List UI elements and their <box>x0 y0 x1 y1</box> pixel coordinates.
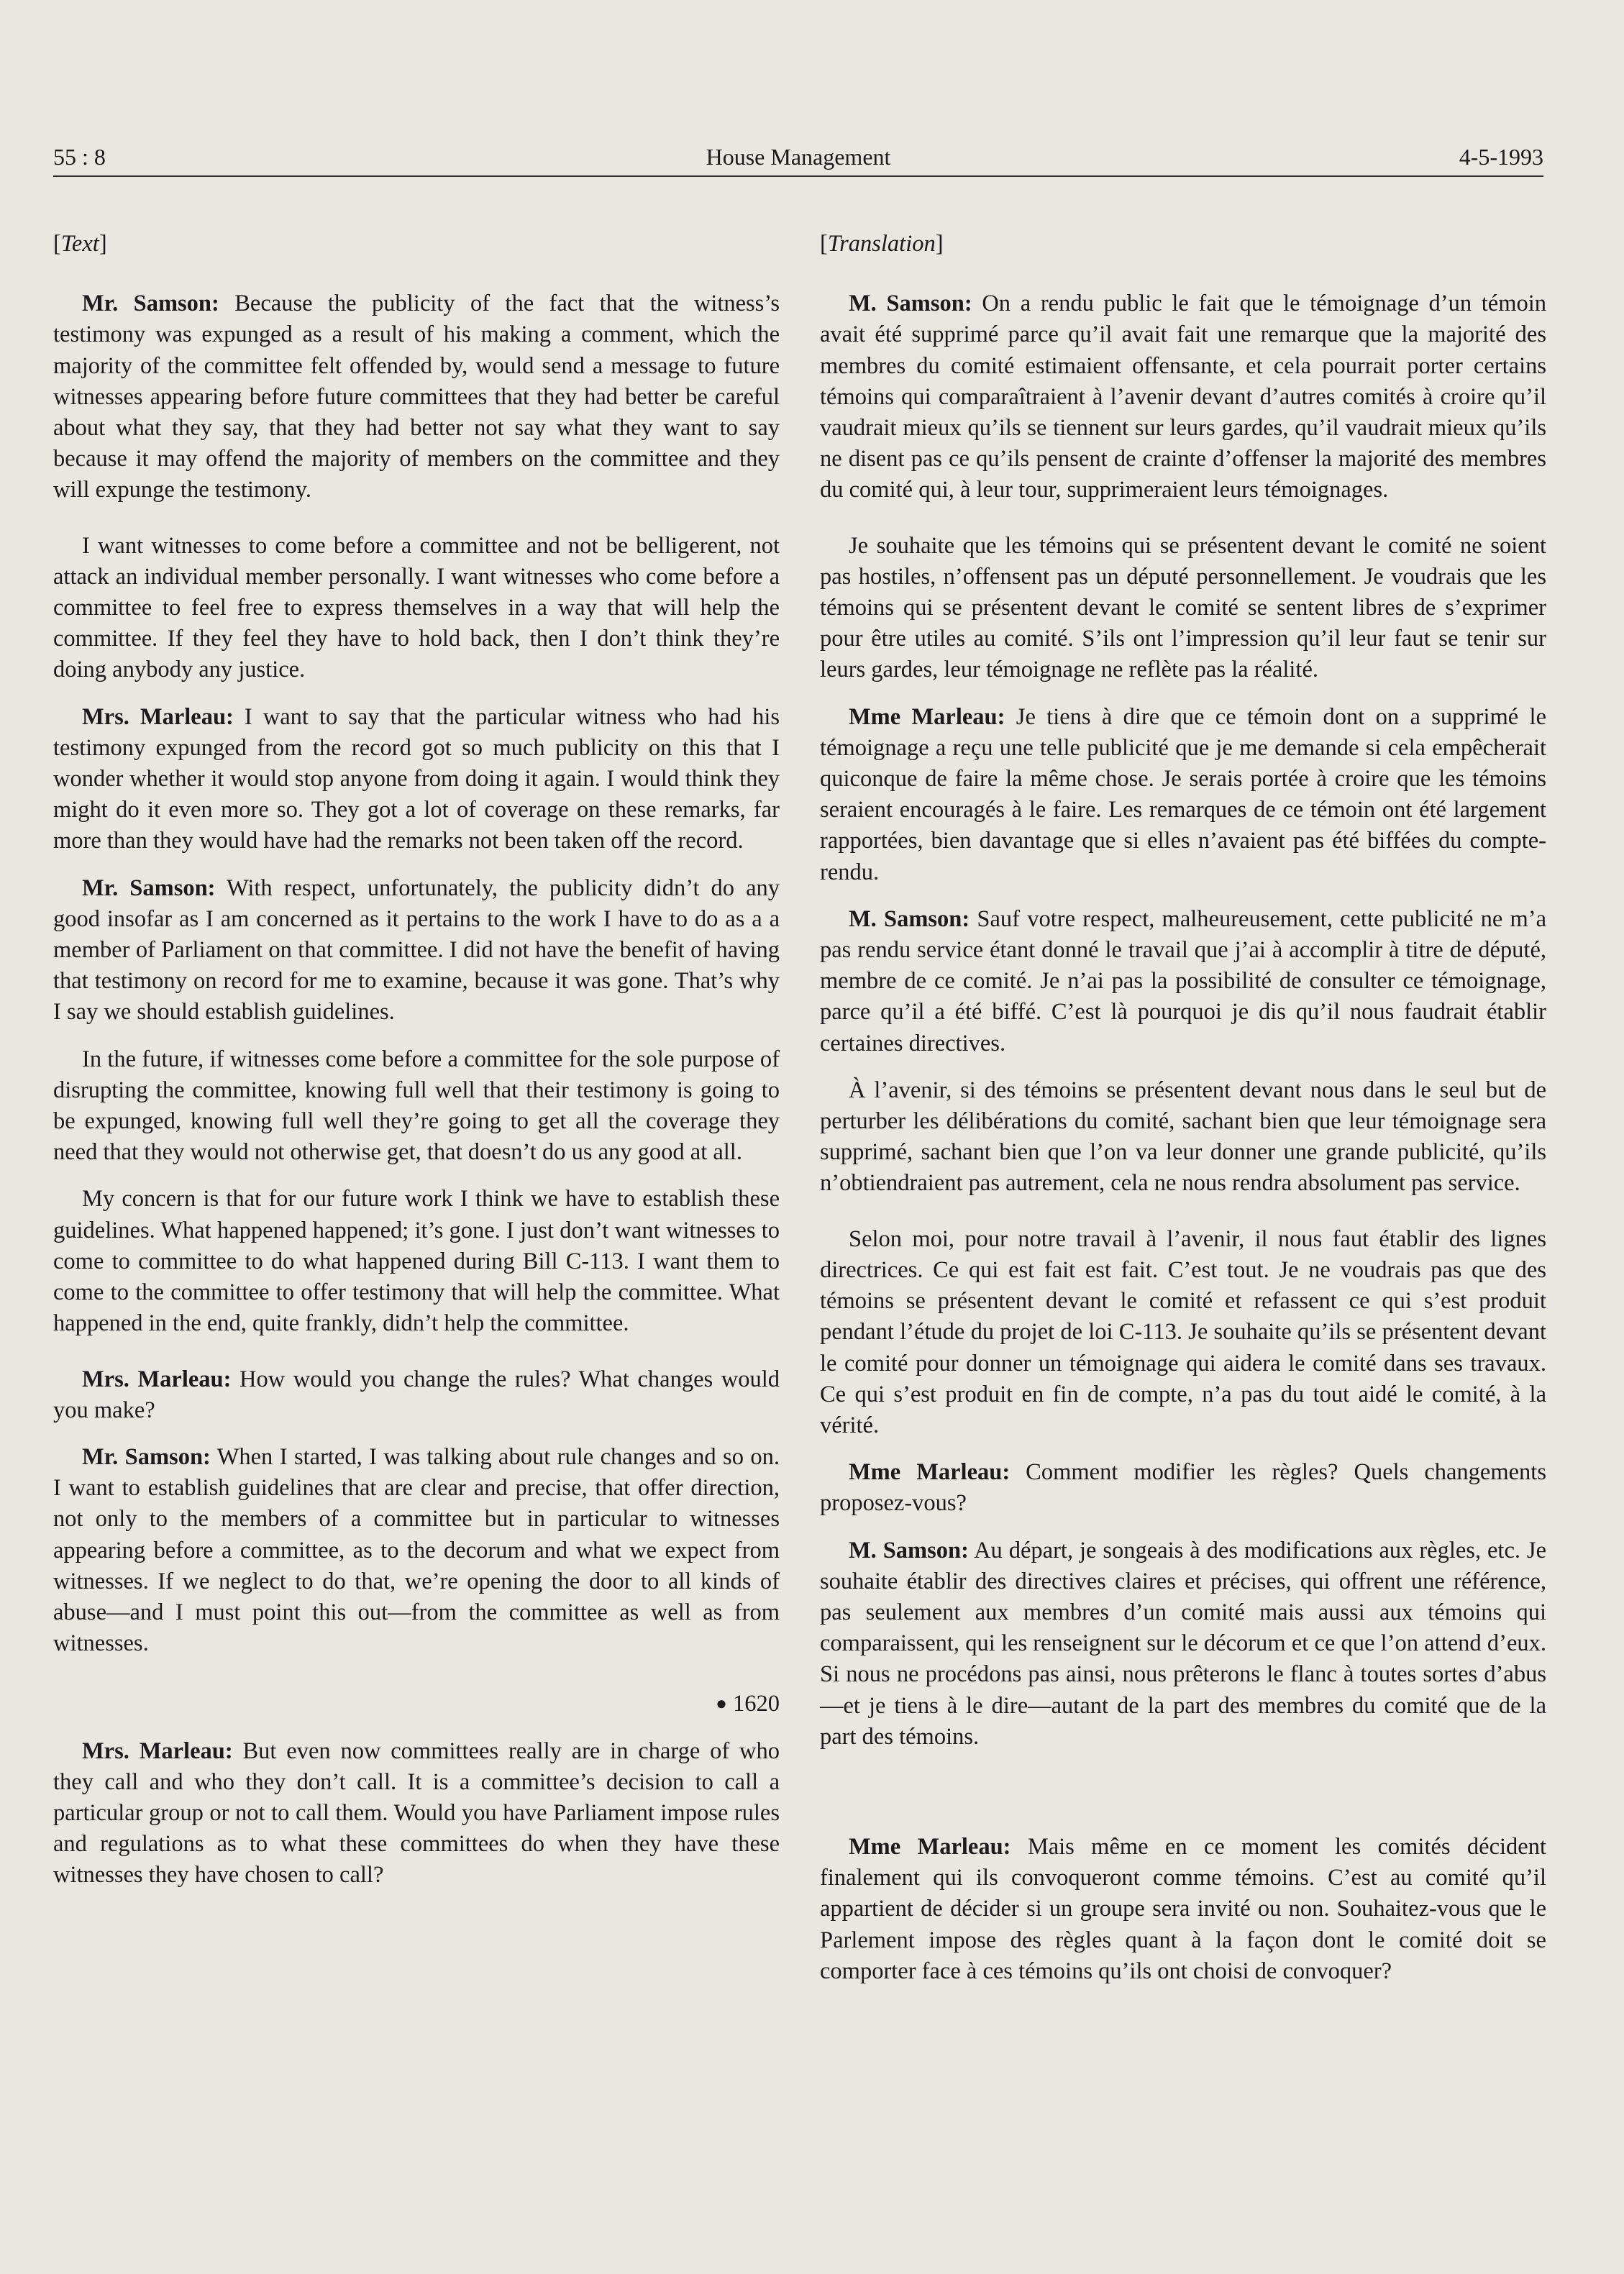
paragraph-text: When I started, I was talking about rule changes and so on. I want to establish guidelines that are clear and precise, that offer direction, not only to the members of a committee but in particular to witnesses appearing before a committee, as to the decorum and what we expect from witnesses. If we neglect to do that, we’re opening the door to all kinds of abuse—and I must point this out—from the committee as well as from witnesses. <box>53 1443 780 1657</box>
paragraph: My concern is that for our future work I think we have to establish these guidelines. What happened happened; it’s gone. I just don’t want witnesses to come to committee to do what happened during Bill C-113. I want them to come to the committee to offer testimony that will help the committee. What happened in the end, quite frankly, didn’t help the committee. <box>53 1186 780 1337</box>
paragraph-text: Au départ, je songeais à des modifications aux règles, etc. Je souhaite établir des directives claires et précises, qui offrent une référence, pas seulement aux membres d’un comité mais aussi aux témoins qui comparaissent, qui les renseignent sur le décorum et ce que l’on attend d’eux. Si nous ne procédons pas ainsi, nous prêterons le flanc à toutes sortes d’abus—et je tiens à le dire—autant de la part des membres du comité que de la part des témoins. <box>820 1537 1547 1750</box>
paragraph-text: Je tiens à dire que ce témoin dont on a supprimé le témoignage a reçu une telle publicité que je me demande si cela empêcherait quiconque de faire la même chose. Je serais portée à croire que les témoins seraient encouragés à le faire. Les remarques de ce témoin ont été largement rapportées, bien davantage que si elles n’avaient pas été biffées du compte-rendu. <box>820 703 1546 885</box>
speaker-name: Mr. Samson: <box>82 1443 211 1470</box>
paragraph-text: With respect, unfortunately, the publicity didn’t do any good insofar as I am concerned as it pertains to the work I have to do as a a member of Parliament on that committee. I did not have the benefit of having that testimony on record for me to examine, because it was gone. That’s why I say we should establish guidelines. <box>53 875 780 1026</box>
speaker-name: M. Samson: <box>849 1537 969 1563</box>
paragraph <box>820 1535 1546 1753</box>
paragraph <box>820 288 1546 506</box>
english-column <box>53 229 780 1907</box>
paragraph: I want witnesses to come before a committee and not be belligerent, not attack an individual member personally. I want witnesses who come before a committee to feel free to express themselves in a way that will help the committee. If they feel they have to hold back, then I don’t think they’re doing anybody any justice. <box>53 532 780 683</box>
paragraph-text: Because the publicity of the fact that the witness’s testimony was expunged as a result of his making a comment, which the majority of the committee felt offended by, would send a message to future witnesses appearing before future committees that they had better be careful about what they say, that they had better not say what they want to say because it may offend the majority of members on the committee and they will expunge the testimony. <box>53 291 780 503</box>
page-reference: 55 : 8 <box>53 144 106 170</box>
speaker-name: Mme Marleau: <box>849 1833 1011 1860</box>
paragraph: À l’avenir, si des témoins se présentent devant nous dans le seul but de perturber les délibérations du comité, sachant bien que leur témoignage sera supprimé, sachant bien que l’on va leur donner une grande publicité, qu’ils n’obtiendraient pas autrement, cela ne nous rendra absolument pas service. <box>820 1077 1546 1197</box>
paragraph: Je souhaite que les témoins qui se présentent devant le comité ne soient pas hostiles, n’offensent pas un député personnellement. Je voudrais que les témoins qui se présentent devant le comité se sentent libres de s’exprimer pour être utiles au comité. S’ils ont l’impression qu’il leur faut se tenir sur leurs gardes, leur témoignage ne reflète pas la réalité. <box>820 532 1546 683</box>
speaker-name: M. Samson: <box>849 905 970 932</box>
speaker-name: Mrs. Marleau: <box>82 1738 233 1764</box>
paragraph-text: I want to say that the particular witness who had his testimony expunged from the record got so much publicity on this that I wonder whether it would stop anyone from doing it again. I would think they might do it even more so. They got a lot of coverage on these remarks, far more than they would have had the remarks not been taken off the record. <box>53 703 780 854</box>
paragraph-text: On a rendu public le fait que le témoignage d’un témoin avait été supprimé parce qu’il avait fait une remarque que la majorité des membres du comité estimaient offensante, et cela pourrait porter certains témoins qui comparaîtraient à l’avenir devant d’autres comités à croire qu’il vaudrait mieux qu’ils se tiennent sur leurs gardes, qu’il vaudrait mieux qu’ils ne disent pas ce qu’ils pensent de crainte d’offenser la majorité des membres du comité qui, à leur tour, supprimeraient leurs témoignages. <box>820 291 1547 503</box>
paragraph <box>53 1364 780 1426</box>
paragraph <box>53 702 780 857</box>
paragraph <box>820 1832 1546 1987</box>
paragraph <box>820 904 1546 1059</box>
paragraph: Selon moi, pour notre travail à l’avenir, il nous faut établir des lignes directrices. Ce qui est fait est fait. C’est tout. Je ne voudrais pas que des témoins se présentent devant le comité et refassent ce qui s’est produit pendant l’étude du projet de loi C-113. Je souhaite qu’ils se présentent devant le comité pour donner un témoignage qui aidera le comité dans ses travaux. Ce qui s’est produit en fin de compte, n’a pas du tout aidé le comité, à la vérité. <box>820 1225 1546 1438</box>
time-marker: ● 1620 <box>716 1691 780 1717</box>
paragraph <box>53 1442 780 1659</box>
running-header <box>53 141 1543 177</box>
header-date: 4-5-1993 <box>1459 144 1543 170</box>
speaker-name: Mme Marleau: <box>849 1459 1011 1486</box>
publication-title: House Management <box>706 144 891 170</box>
speaker-name: Mr. Samson: <box>82 875 216 901</box>
speaker-name: Mme Marleau: <box>849 703 1005 730</box>
speaker-name: M. Samson: <box>849 291 972 317</box>
bullet-icon: ● <box>716 1693 727 1714</box>
paragraph <box>820 1457 1546 1519</box>
column-label-translation: [Translation] <box>820 231 944 257</box>
speaker-name: Mrs. Marleau: <box>82 1366 232 1392</box>
paragraph-text: Comment modifier les règles? Quels changements proposez-vous? <box>820 1459 1546 1517</box>
french-column <box>820 229 1546 2003</box>
paragraph <box>53 1736 780 1891</box>
paragraph-text: Mais même en ce moment les comités décident finalement qui ils convoqueront comme témoins. C’est au comité qu’il appartient de décider si un groupe sera invité ou non. Souhaitez-vous que le Parlement impose des règles quant à la façon dont le comité doit se comporter face à ces témoins qu’ils ont choisi de convoquer? <box>820 1833 1546 1984</box>
paragraph-text: How would you change the rules? What changes would you make? <box>53 1366 780 1423</box>
column-label-text: [Text] <box>53 231 107 257</box>
speaker-name: Mrs. Marleau: <box>82 703 234 730</box>
speaker-name: Mr. Samson: <box>82 291 219 317</box>
paragraph-text: But even now committees really are in charge of who they call and who they don’t call. It is a committee’s decision to call a particular group or not to call them. Would you have Parliament impose rules and regulations as to what these committees do when they have these witnesses they have chosen to call? <box>53 1738 780 1889</box>
paragraph-text: Sauf votre respect, malheureusement, cette publicité ne m’a pas rendu service étant donné le travail que j’ai à accomplir à titre de député, membre de ce comité. Je n’ai pas la possibilité de consulter ce témoignage, parce qu’il a été biffé. C’est là pourquoi je dis qu’il nous faudrait établir certaines directives. <box>820 905 1546 1056</box>
paragraph <box>53 873 780 1028</box>
paragraph <box>820 702 1546 888</box>
paragraph: In the future, if witnesses come before a committee for the sole purpose of disrupting the committee, knowing full well that their testimony is going to be expunged, knowing full well they’re going to get all the coverage they need that they would not otherwise get, that doesn’t do us any good at all. <box>53 1046 780 1166</box>
paragraph <box>53 288 780 506</box>
